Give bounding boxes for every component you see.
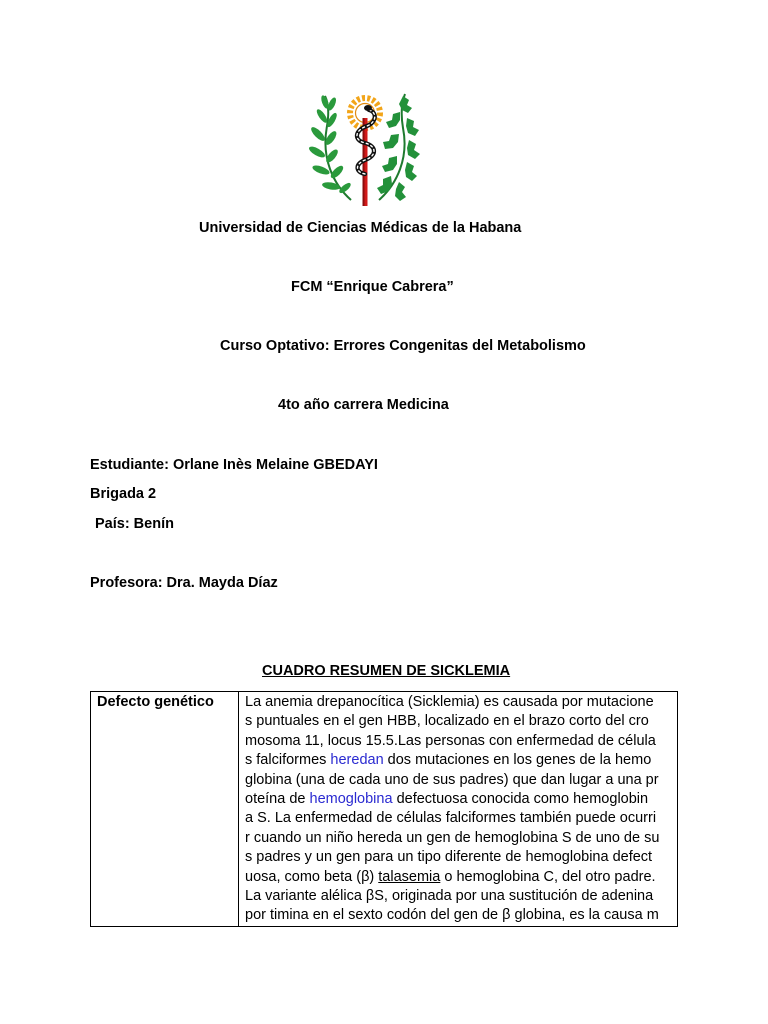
description-line — [245, 771, 677, 790]
academic-year: 4to año carrera Medicina — [278, 397, 449, 413]
text-run: globina (una de cada uno de sus padres) que dan lugar a una pr — [245, 771, 659, 788]
country-line: País: Benín — [95, 516, 174, 532]
university-name: Universidad de Ciencias Médicas de la Habana — [199, 220, 522, 236]
student-line: Estudiante: Orlane Inès Melaine GBEDAYI — [90, 457, 378, 473]
text-run: mosoma 11, locus 15.5.Las personas con enfermedad de célula — [245, 732, 656, 749]
description-line — [245, 751, 677, 770]
text-run: La variante alélica βS, originada por una sustitución de adenina — [245, 887, 654, 904]
description-line — [245, 732, 677, 751]
text-run: s falciformes — [245, 752, 331, 769]
text-run: s puntuales en el gen HBB, localizado en el brazo corto del cro — [245, 713, 649, 730]
summary-table — [90, 691, 678, 927]
medical-emblem-logo — [305, 88, 425, 210]
description-line — [245, 868, 677, 887]
text-run: La anemia drepanocítica (Sicklemia) es causada por mutacione — [245, 694, 654, 710]
description-line — [245, 712, 677, 731]
text-run: uosa, como beta (β) — [245, 868, 379, 885]
text-run: r cuando un niño hereda un gen de hemoglobina S de uno de su — [245, 829, 660, 846]
description-line — [245, 829, 677, 848]
hyperlink-term[interactable]: hemoglobina — [309, 790, 393, 807]
description-line — [245, 809, 677, 828]
text-run: o hemoglobina C, del otro padre. — [440, 868, 656, 885]
text-run: dos mutaciones en los genes de la hemo — [383, 752, 652, 769]
text-run: por timina en el sexto codón del gen de β globina, es la causa m — [245, 907, 659, 924]
course-name: Curso Optativo: Errores Congenitas del Metabolismo — [220, 338, 586, 354]
summary-title: CUADRO RESUMEN DE SICKLEMIA — [262, 663, 511, 679]
underlined-term: talasemia — [378, 868, 441, 885]
faculty-name: FCM “Enrique Cabrera” — [291, 279, 454, 295]
description-line — [245, 906, 677, 925]
brigade-line: Brigada 2 — [90, 486, 157, 502]
table-row — [91, 692, 678, 927]
hyperlink-term[interactable]: heredan — [330, 752, 384, 769]
description-line — [245, 693, 677, 712]
row-description — [239, 692, 678, 927]
text-run: s padres y un gen para un tipo diferente de hemoglobina defect — [245, 849, 653, 866]
description-line — [245, 887, 677, 906]
text-run: a S. La enfermedad de células falciformes también puede ocurri — [245, 810, 657, 827]
row-label: Defecto genético — [91, 692, 239, 927]
professor-line: Profesora: Dra. Mayda Díaz — [90, 575, 278, 591]
text-run: oteína de — [245, 790, 310, 807]
description-line — [245, 790, 677, 809]
text-run: defectuosa conocida como hemoglobin — [392, 790, 649, 807]
description-line — [245, 848, 677, 867]
